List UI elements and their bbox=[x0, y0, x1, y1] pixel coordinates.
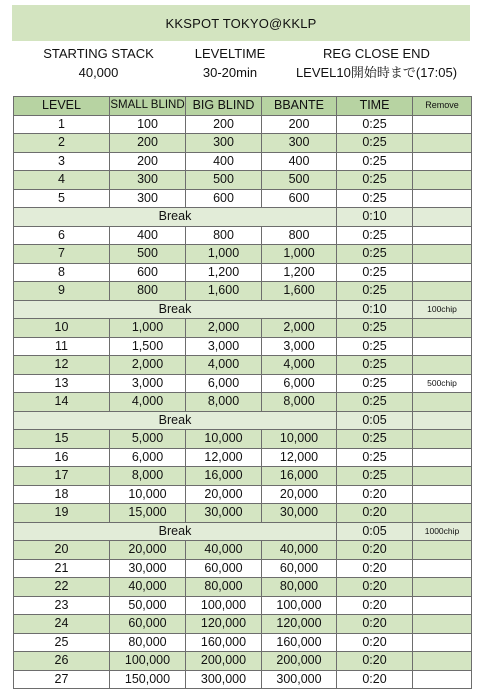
cell-bbante: 10,000 bbox=[262, 430, 337, 449]
cell-time: 0:20 bbox=[337, 670, 413, 689]
cell-time: 0:20 bbox=[337, 541, 413, 560]
cell-time: 0:20 bbox=[337, 504, 413, 523]
cell-time: 0:25 bbox=[337, 245, 413, 264]
cell-bbante: 1,200 bbox=[262, 263, 337, 282]
cell-bbante: 12,000 bbox=[262, 448, 337, 467]
break-row bbox=[14, 411, 472, 430]
cell-time: 0:25 bbox=[337, 430, 413, 449]
table-row bbox=[14, 485, 472, 504]
break-label: Break bbox=[14, 522, 337, 541]
cell-level: 22 bbox=[14, 578, 110, 597]
cell-small-blind: 100 bbox=[110, 115, 186, 134]
cell-time: 0:25 bbox=[337, 171, 413, 190]
cell-big-blind: 40,000 bbox=[186, 541, 262, 560]
cell-small-blind: 100,000 bbox=[110, 652, 186, 671]
cell-level: 2 bbox=[14, 134, 110, 153]
cell-small-blind: 1,500 bbox=[110, 337, 186, 356]
cell-level: 3 bbox=[14, 152, 110, 171]
table-row bbox=[14, 670, 472, 689]
cell-big-blind: 4,000 bbox=[186, 356, 262, 375]
cell-remove bbox=[413, 356, 472, 375]
cell-remove bbox=[413, 115, 472, 134]
table-row bbox=[14, 356, 472, 375]
cell-small-blind: 6,000 bbox=[110, 448, 186, 467]
header-bbante: BBANTE bbox=[262, 97, 337, 116]
cell-big-blind: 100,000 bbox=[186, 596, 262, 615]
cell-remove bbox=[413, 393, 472, 412]
cell-level: 7 bbox=[14, 245, 110, 264]
cell-small-blind: 10,000 bbox=[110, 485, 186, 504]
cell-remove bbox=[413, 615, 472, 634]
table-row bbox=[14, 633, 472, 652]
table-row bbox=[14, 115, 472, 134]
cell-level: 20 bbox=[14, 541, 110, 560]
cell-big-blind: 16,000 bbox=[186, 467, 262, 486]
cell-level: 6 bbox=[14, 226, 110, 245]
cell-small-blind: 5,000 bbox=[110, 430, 186, 449]
table-header-row bbox=[14, 97, 472, 116]
cell-bbante: 200,000 bbox=[262, 652, 337, 671]
cell-remove bbox=[413, 152, 472, 171]
cell-bbante: 300 bbox=[262, 134, 337, 153]
table-row bbox=[14, 596, 472, 615]
cell-remove bbox=[413, 541, 472, 560]
cell-big-blind: 60,000 bbox=[186, 559, 262, 578]
cell-time: 0:20 bbox=[337, 652, 413, 671]
cell-time: 0:25 bbox=[337, 115, 413, 134]
table-row bbox=[14, 171, 472, 190]
cell-bbante: 6,000 bbox=[262, 374, 337, 393]
break-label: Break bbox=[14, 208, 337, 227]
reg-close-block bbox=[275, 44, 470, 82]
cell-small-blind: 50,000 bbox=[110, 596, 186, 615]
table-row bbox=[14, 448, 472, 467]
cell-small-blind: 1,000 bbox=[110, 319, 186, 338]
starting-stack-block bbox=[12, 44, 185, 82]
table-row bbox=[14, 282, 472, 301]
cell-small-blind: 80,000 bbox=[110, 633, 186, 652]
cell-bbante: 30,000 bbox=[262, 504, 337, 523]
cell-big-blind: 120,000 bbox=[186, 615, 262, 634]
cell-time: 0:25 bbox=[337, 282, 413, 301]
cell-level: 17 bbox=[14, 467, 110, 486]
cell-remove bbox=[413, 596, 472, 615]
cell-time: 0:25 bbox=[337, 337, 413, 356]
cell-small-blind: 800 bbox=[110, 282, 186, 301]
cell-small-blind: 20,000 bbox=[110, 541, 186, 560]
header-small-blind: SMALL BLIND bbox=[110, 97, 186, 116]
table-row bbox=[14, 152, 472, 171]
cell-time: 0:20 bbox=[337, 559, 413, 578]
cell-level: 16 bbox=[14, 448, 110, 467]
cell-remove bbox=[413, 263, 472, 282]
cell-small-blind: 200 bbox=[110, 134, 186, 153]
cell-time: 0:20 bbox=[337, 615, 413, 634]
table-row bbox=[14, 189, 472, 208]
cell-big-blind: 300 bbox=[186, 134, 262, 153]
break-time: 0:10 bbox=[337, 300, 413, 319]
break-row bbox=[14, 522, 472, 541]
cell-bbante: 120,000 bbox=[262, 615, 337, 634]
table-row bbox=[14, 263, 472, 282]
cell-small-blind: 4,000 bbox=[110, 393, 186, 412]
cell-bbante: 400 bbox=[262, 152, 337, 171]
cell-big-blind: 1,200 bbox=[186, 263, 262, 282]
cell-big-blind: 12,000 bbox=[186, 448, 262, 467]
cell-level: 4 bbox=[14, 171, 110, 190]
table-row bbox=[14, 319, 472, 338]
cell-bbante: 40,000 bbox=[262, 541, 337, 560]
cell-small-blind: 3,000 bbox=[110, 374, 186, 393]
starting-stack-value: 40,000 bbox=[78, 65, 119, 80]
title-text: KKSPOT TOKYO@KKLP bbox=[165, 15, 317, 31]
cell-level: 13 bbox=[14, 374, 110, 393]
cell-bbante: 3,000 bbox=[262, 337, 337, 356]
cell-big-blind: 600 bbox=[186, 189, 262, 208]
cell-remove bbox=[413, 430, 472, 449]
cell-remove bbox=[413, 578, 472, 597]
cell-small-blind: 8,000 bbox=[110, 467, 186, 486]
header-level: LEVEL bbox=[14, 97, 110, 116]
break-remove bbox=[413, 208, 472, 227]
cell-bbante: 300,000 bbox=[262, 670, 337, 689]
break-remove: 1000chip bbox=[413, 522, 472, 541]
cell-remove bbox=[413, 670, 472, 689]
table-row bbox=[14, 615, 472, 634]
cell-small-blind: 60,000 bbox=[110, 615, 186, 634]
break-remove bbox=[413, 411, 472, 430]
cell-bbante: 16,000 bbox=[262, 467, 337, 486]
cell-level: 25 bbox=[14, 633, 110, 652]
cell-remove bbox=[413, 171, 472, 190]
cell-small-blind: 150,000 bbox=[110, 670, 186, 689]
cell-time: 0:25 bbox=[337, 374, 413, 393]
cell-remove bbox=[413, 559, 472, 578]
cell-remove: 500chip bbox=[413, 374, 472, 393]
cell-big-blind: 8,000 bbox=[186, 393, 262, 412]
level-time-value: 30-20min bbox=[202, 65, 258, 80]
break-time: 0:05 bbox=[337, 522, 413, 541]
cell-remove bbox=[413, 467, 472, 486]
table-row bbox=[14, 652, 472, 671]
cell-big-blind: 6,000 bbox=[186, 374, 262, 393]
break-time: 0:10 bbox=[337, 208, 413, 227]
cell-level: 11 bbox=[14, 337, 110, 356]
table-row bbox=[14, 337, 472, 356]
cell-level: 24 bbox=[14, 615, 110, 634]
cell-remove bbox=[413, 504, 472, 523]
table-row bbox=[14, 374, 472, 393]
cell-big-blind: 160,000 bbox=[186, 633, 262, 652]
tournament-info bbox=[12, 44, 470, 82]
cell-remove bbox=[413, 189, 472, 208]
cell-big-blind: 1,600 bbox=[186, 282, 262, 301]
cell-remove bbox=[413, 485, 472, 504]
cell-time: 0:20 bbox=[337, 633, 413, 652]
cell-bbante: 100,000 bbox=[262, 596, 337, 615]
cell-level: 1 bbox=[14, 115, 110, 134]
table-body bbox=[14, 115, 472, 689]
cell-time: 0:25 bbox=[337, 393, 413, 412]
cell-bbante: 60,000 bbox=[262, 559, 337, 578]
cell-big-blind: 300,000 bbox=[186, 670, 262, 689]
cell-bbante: 1,000 bbox=[262, 245, 337, 264]
cell-time: 0:25 bbox=[337, 152, 413, 171]
cell-remove bbox=[413, 282, 472, 301]
cell-level: 15 bbox=[14, 430, 110, 449]
table-row bbox=[14, 559, 472, 578]
cell-remove bbox=[413, 633, 472, 652]
cell-small-blind: 600 bbox=[110, 263, 186, 282]
cell-bbante: 160,000 bbox=[262, 633, 337, 652]
cell-big-blind: 1,000 bbox=[186, 245, 262, 264]
cell-small-blind: 2,000 bbox=[110, 356, 186, 375]
cell-bbante: 500 bbox=[262, 171, 337, 190]
cell-level: 9 bbox=[14, 282, 110, 301]
cell-bbante: 2,000 bbox=[262, 319, 337, 338]
cell-big-blind: 10,000 bbox=[186, 430, 262, 449]
cell-bbante: 8,000 bbox=[262, 393, 337, 412]
table-row bbox=[14, 226, 472, 245]
cell-remove bbox=[413, 245, 472, 264]
cell-level: 18 bbox=[14, 485, 110, 504]
reg-close-label: REG CLOSE END bbox=[323, 46, 430, 61]
break-time: 0:05 bbox=[337, 411, 413, 430]
cell-bbante: 20,000 bbox=[262, 485, 337, 504]
break-label: Break bbox=[14, 300, 337, 319]
cell-time: 0:20 bbox=[337, 578, 413, 597]
table-row bbox=[14, 134, 472, 153]
cell-small-blind: 300 bbox=[110, 189, 186, 208]
cell-time: 0:25 bbox=[337, 134, 413, 153]
cell-remove bbox=[413, 134, 472, 153]
cell-bbante: 1,600 bbox=[262, 282, 337, 301]
cell-time: 0:20 bbox=[337, 596, 413, 615]
cell-big-blind: 200 bbox=[186, 115, 262, 134]
blind-structure-table bbox=[13, 96, 472, 689]
header-big-blind: BIG BLIND bbox=[186, 97, 262, 116]
page-title bbox=[12, 5, 470, 41]
level-time-label: LEVELTIME bbox=[194, 46, 266, 61]
cell-bbante: 80,000 bbox=[262, 578, 337, 597]
cell-level: 14 bbox=[14, 393, 110, 412]
cell-bbante: 600 bbox=[262, 189, 337, 208]
cell-level: 10 bbox=[14, 319, 110, 338]
table-row bbox=[14, 467, 472, 486]
cell-time: 0:25 bbox=[337, 356, 413, 375]
cell-level: 5 bbox=[14, 189, 110, 208]
cell-remove bbox=[413, 448, 472, 467]
cell-big-blind: 20,000 bbox=[186, 485, 262, 504]
cell-bbante: 800 bbox=[262, 226, 337, 245]
cell-big-blind: 30,000 bbox=[186, 504, 262, 523]
cell-level: 19 bbox=[14, 504, 110, 523]
break-row bbox=[14, 300, 472, 319]
cell-time: 0:25 bbox=[337, 467, 413, 486]
cell-level: 26 bbox=[14, 652, 110, 671]
cell-level: 27 bbox=[14, 670, 110, 689]
cell-big-blind: 500 bbox=[186, 171, 262, 190]
break-remove: 100chip bbox=[413, 300, 472, 319]
cell-remove bbox=[413, 226, 472, 245]
break-label: Break bbox=[14, 411, 337, 430]
cell-level: 21 bbox=[14, 559, 110, 578]
cell-time: 0:20 bbox=[337, 485, 413, 504]
cell-bbante: 200 bbox=[262, 115, 337, 134]
cell-big-blind: 80,000 bbox=[186, 578, 262, 597]
table-row bbox=[14, 504, 472, 523]
cell-bbante: 4,000 bbox=[262, 356, 337, 375]
table-row bbox=[14, 393, 472, 412]
table-row bbox=[14, 245, 472, 264]
cell-small-blind: 200 bbox=[110, 152, 186, 171]
cell-remove bbox=[413, 319, 472, 338]
break-row bbox=[14, 208, 472, 227]
reg-close-value: LEVEL10開始時まで(17:05) bbox=[295, 65, 458, 80]
cell-big-blind: 800 bbox=[186, 226, 262, 245]
table-row bbox=[14, 578, 472, 597]
cell-time: 0:25 bbox=[337, 189, 413, 208]
cell-big-blind: 2,000 bbox=[186, 319, 262, 338]
cell-big-blind: 3,000 bbox=[186, 337, 262, 356]
cell-remove bbox=[413, 337, 472, 356]
cell-small-blind: 400 bbox=[110, 226, 186, 245]
cell-small-blind: 15,000 bbox=[110, 504, 186, 523]
cell-small-blind: 300 bbox=[110, 171, 186, 190]
table-row bbox=[14, 541, 472, 560]
cell-time: 0:25 bbox=[337, 263, 413, 282]
starting-stack-label: STARTING STACK bbox=[43, 46, 154, 61]
cell-big-blind: 200,000 bbox=[186, 652, 262, 671]
header-time: TIME bbox=[337, 97, 413, 116]
header-remove: Remove bbox=[413, 97, 472, 116]
cell-small-blind: 500 bbox=[110, 245, 186, 264]
cell-time: 0:25 bbox=[337, 319, 413, 338]
cell-time: 0:25 bbox=[337, 448, 413, 467]
cell-level: 8 bbox=[14, 263, 110, 282]
cell-level: 23 bbox=[14, 596, 110, 615]
cell-time: 0:25 bbox=[337, 226, 413, 245]
table-row bbox=[14, 430, 472, 449]
cell-big-blind: 400 bbox=[186, 152, 262, 171]
level-time-block bbox=[185, 44, 275, 82]
cell-small-blind: 40,000 bbox=[110, 578, 186, 597]
cell-remove bbox=[413, 652, 472, 671]
cell-level: 12 bbox=[14, 356, 110, 375]
cell-small-blind: 30,000 bbox=[110, 559, 186, 578]
